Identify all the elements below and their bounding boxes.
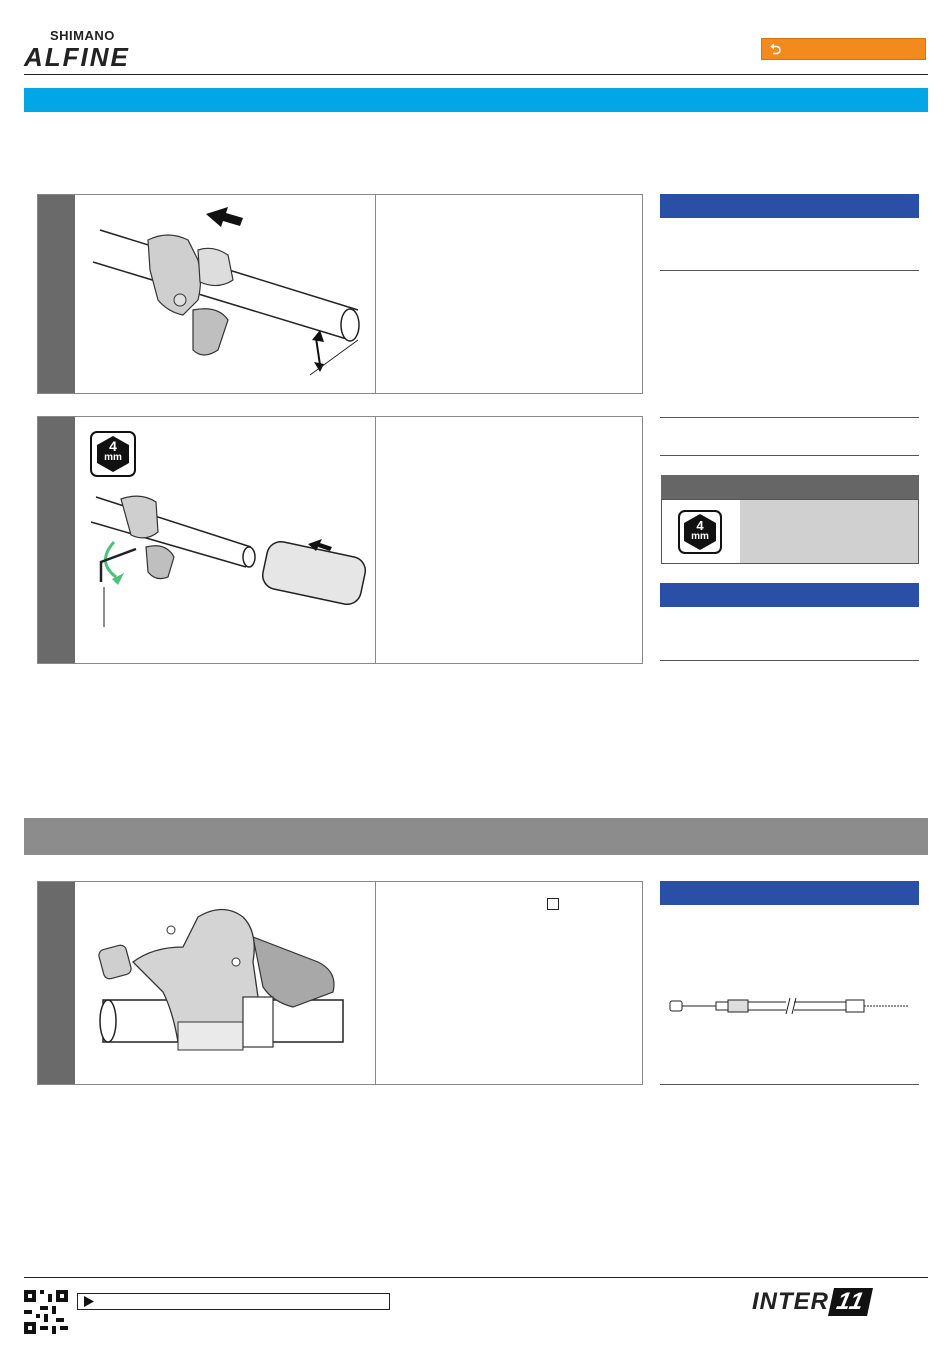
note-divider-5 [660, 1084, 919, 1085]
shift-cable-illustration [666, 992, 914, 1022]
step-1-note-header [660, 194, 919, 218]
tool-box-size: 4 [696, 518, 704, 533]
shifter-illustration [93, 892, 363, 1072]
shimano-logo: SHIMANO [50, 28, 115, 43]
alfine-logo: ALFINE [24, 42, 130, 72]
footer-divider [24, 1277, 928, 1278]
header-divider [24, 74, 928, 75]
note-divider-3 [660, 455, 919, 456]
play-icon [83, 1295, 95, 1308]
tool-box [661, 499, 919, 564]
return-arrow-icon: ⮌ [770, 41, 782, 57]
tool-size: 4 [109, 438, 117, 454]
tool-hex-badge-small [678, 510, 722, 554]
step-1-divider [375, 195, 376, 393]
tool-box-unit: mm [691, 531, 709, 542]
tool-hex-badge [90, 431, 136, 477]
tool-box-header [661, 475, 919, 499]
step-3-checkbox[interactable] [547, 898, 559, 910]
tool-unit: mm [104, 452, 122, 463]
step-3-tab [38, 882, 75, 1084]
video-link-bar[interactable] [77, 1293, 390, 1310]
inter-logo-text: INTER [752, 1288, 829, 1315]
qr-code[interactable] [24, 1290, 68, 1334]
section-band [24, 818, 928, 855]
inter-logo-badge: 11 [828, 1288, 873, 1316]
step-1-tab [38, 195, 75, 393]
note-divider-2 [660, 417, 919, 418]
hex-wrench-illustration [86, 487, 372, 637]
note-divider-1 [660, 270, 919, 271]
back-button[interactable] [761, 38, 926, 60]
step-1-panel [37, 194, 643, 394]
step-3-divider [375, 882, 376, 1084]
step-3-panel [37, 881, 643, 1085]
step-2-panel [37, 416, 643, 664]
step-2-tab [38, 417, 75, 663]
step-2-note-header [660, 583, 919, 607]
inter-11-logo [752, 1288, 870, 1316]
step-2-divider [375, 417, 376, 663]
note-divider-4 [660, 660, 919, 661]
step-3-note-header [660, 881, 919, 905]
section-title-band [24, 88, 928, 112]
tool-box-description [740, 500, 918, 563]
handlebar-mount-illustration [88, 200, 368, 388]
